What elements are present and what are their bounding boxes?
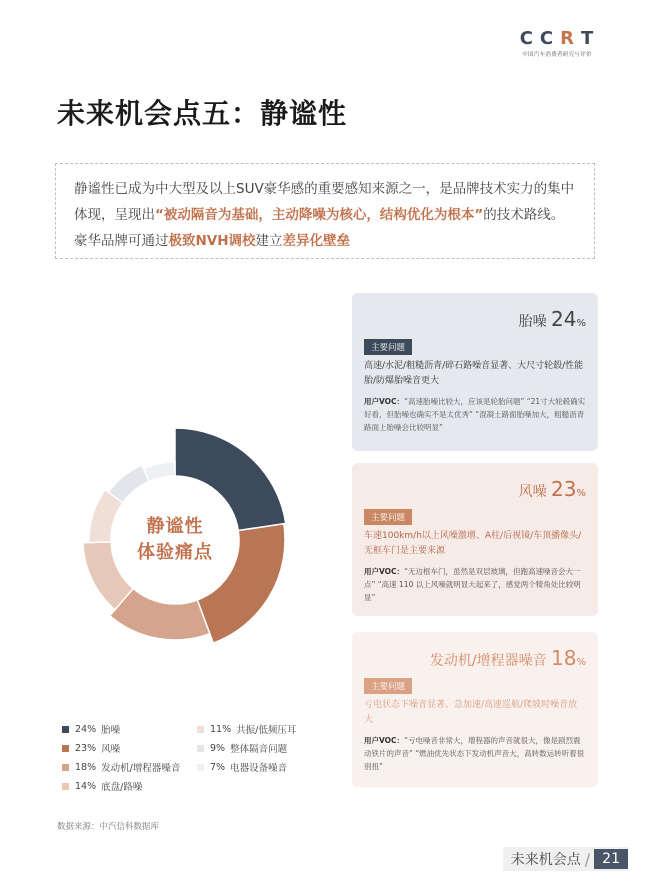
card-tire-noise — [352, 293, 598, 451]
footer-section-label: 未来机会点 — [510, 852, 581, 868]
card-title: 风噪 — [518, 484, 547, 500]
legend-pct: 11% — [210, 723, 232, 735]
card-issue: 车速100km/h以上风噪激增、A柱/后视镜/车顶播像头/无框车门是主要来源 — [364, 531, 582, 556]
legend-item — [62, 722, 120, 736]
legend-swatch — [197, 764, 204, 771]
page-footer — [503, 847, 628, 871]
card-title: 胎噪 — [518, 314, 547, 330]
donut-chart — [60, 400, 310, 650]
card-header — [364, 307, 586, 335]
legend-swatch — [62, 764, 69, 771]
data-source: 数据来源：中汽信科数据库 — [57, 822, 160, 832]
legend-item — [197, 722, 296, 736]
voc-text: “高速胎噪比较大，应该是轮胎问题” “21寸大轮毂确实好看，但胎噪也确实不是太优秀” “混凝土路面胎噪加大，粗糙沥青路面上胎噪会比较明显” — [364, 397, 586, 432]
intro-highlight: 差异化壁垒 — [282, 233, 351, 249]
card-tag: 主要问题 — [364, 678, 412, 694]
card-voc — [364, 565, 586, 604]
legend-pct: 23% — [75, 742, 97, 754]
card-tag: 主要问题 — [364, 509, 412, 525]
card-header — [364, 646, 586, 674]
logo-letter: R — [560, 28, 576, 49]
intro-text: 的技术路线。豪华品牌可通过 — [74, 207, 565, 249]
legend-label: 风噪 — [101, 744, 121, 755]
intro-box — [55, 163, 595, 259]
legend-label: 胎噪 — [101, 725, 121, 736]
card-header — [364, 477, 586, 505]
logo-mark — [502, 28, 612, 49]
legend-label: 整体隔音问题 — [230, 744, 288, 755]
center-label-line: 体验痛点 — [137, 542, 213, 563]
card-title: 发动机/增程器噪音 — [429, 653, 547, 669]
voc-text: “无边框车门，虽然是双层玻璃，但跑高速噪音会大一点” “高速 110 以上风噪就明显大起来了，感觉两个犄角处比较明显” — [364, 567, 581, 602]
card-pct: 18 — [551, 646, 577, 670]
intro-highlight: “被动隔音为基础，主动降噪为核心，结构优化为根本” — [155, 207, 484, 223]
footer-slash: / — [584, 849, 591, 869]
logo-letter: C — [539, 28, 555, 49]
intro-highlight: 极致NVH调校 — [168, 233, 256, 249]
legend-label: 发动机/增程器噪音 — [101, 763, 181, 774]
legend-pct: 9% — [210, 742, 226, 754]
legend-swatch — [62, 745, 69, 752]
legend-label: 电器设备噪音 — [230, 763, 288, 774]
card-pct-sign: % — [576, 318, 586, 329]
card-pct: 24 — [551, 307, 577, 331]
intro-text: 建立 — [255, 233, 283, 249]
logo-subtitle: 中国汽车消费者研究与评价 — [522, 52, 592, 58]
card-wind-noise — [352, 463, 598, 616]
card-pct: 23 — [551, 477, 577, 501]
card-issue: 亏电状态下噪音显著、急加速/高速巡航/爬坡时噪音放大 — [364, 700, 578, 725]
legend-swatch — [62, 726, 69, 733]
legend-pct: 24% — [75, 723, 97, 735]
legend-pct: 7% — [210, 761, 226, 773]
center-label-line: 静谧性 — [146, 516, 204, 537]
voc-text: “亏电噪音非常大，增程器的声音就很大，像是剧烈震动铁片的声音” “燃油优先状态下发动机声音大，高转数运转听着很别扭” — [364, 736, 585, 771]
card-pct-sign: % — [576, 657, 586, 668]
voc-label: 用户VOC： — [364, 397, 405, 406]
legend-pct: 14% — [75, 780, 97, 792]
card-pct-sign: % — [576, 488, 586, 499]
card-voc — [364, 734, 586, 773]
voc-label: 用户VOC： — [364, 567, 405, 576]
page-title: 未来机会点五：静谧性 — [57, 97, 348, 130]
legend-label: 底盘/路噪 — [101, 782, 143, 793]
voc-label: 用户VOC： — [364, 736, 405, 745]
logo-letter: C — [519, 28, 534, 49]
donut-hole — [111, 476, 239, 604]
intro-text: 静谧性已成为中大型及以上SUV豪华感的重要感知来源之一，是品牌技术实力的集中体现，呈现出 — [74, 181, 575, 223]
card-engine-noise — [352, 632, 598, 787]
card-voc — [364, 395, 586, 434]
legend-swatch — [197, 745, 204, 752]
logo-letter: T — [581, 28, 595, 49]
legend-item — [62, 741, 120, 755]
legend-label: 共振/低频压耳 — [236, 725, 297, 736]
card-tag: 主要问题 — [364, 339, 412, 355]
brand-logo — [502, 28, 612, 58]
legend-swatch — [62, 783, 69, 790]
card-issue: 高速/水泥/粗糙沥青/碎石路噪音显著、大尺寸轮毂/性能胎/防爆胎噪音更大 — [364, 361, 584, 386]
legend-item — [197, 741, 287, 755]
legend-item — [62, 760, 180, 774]
legend-item — [62, 779, 142, 793]
legend-swatch — [197, 726, 204, 733]
donut-svg — [60, 400, 310, 650]
page-number: 21 — [594, 849, 628, 869]
legend-pct: 18% — [75, 761, 97, 773]
legend-item — [197, 760, 287, 774]
